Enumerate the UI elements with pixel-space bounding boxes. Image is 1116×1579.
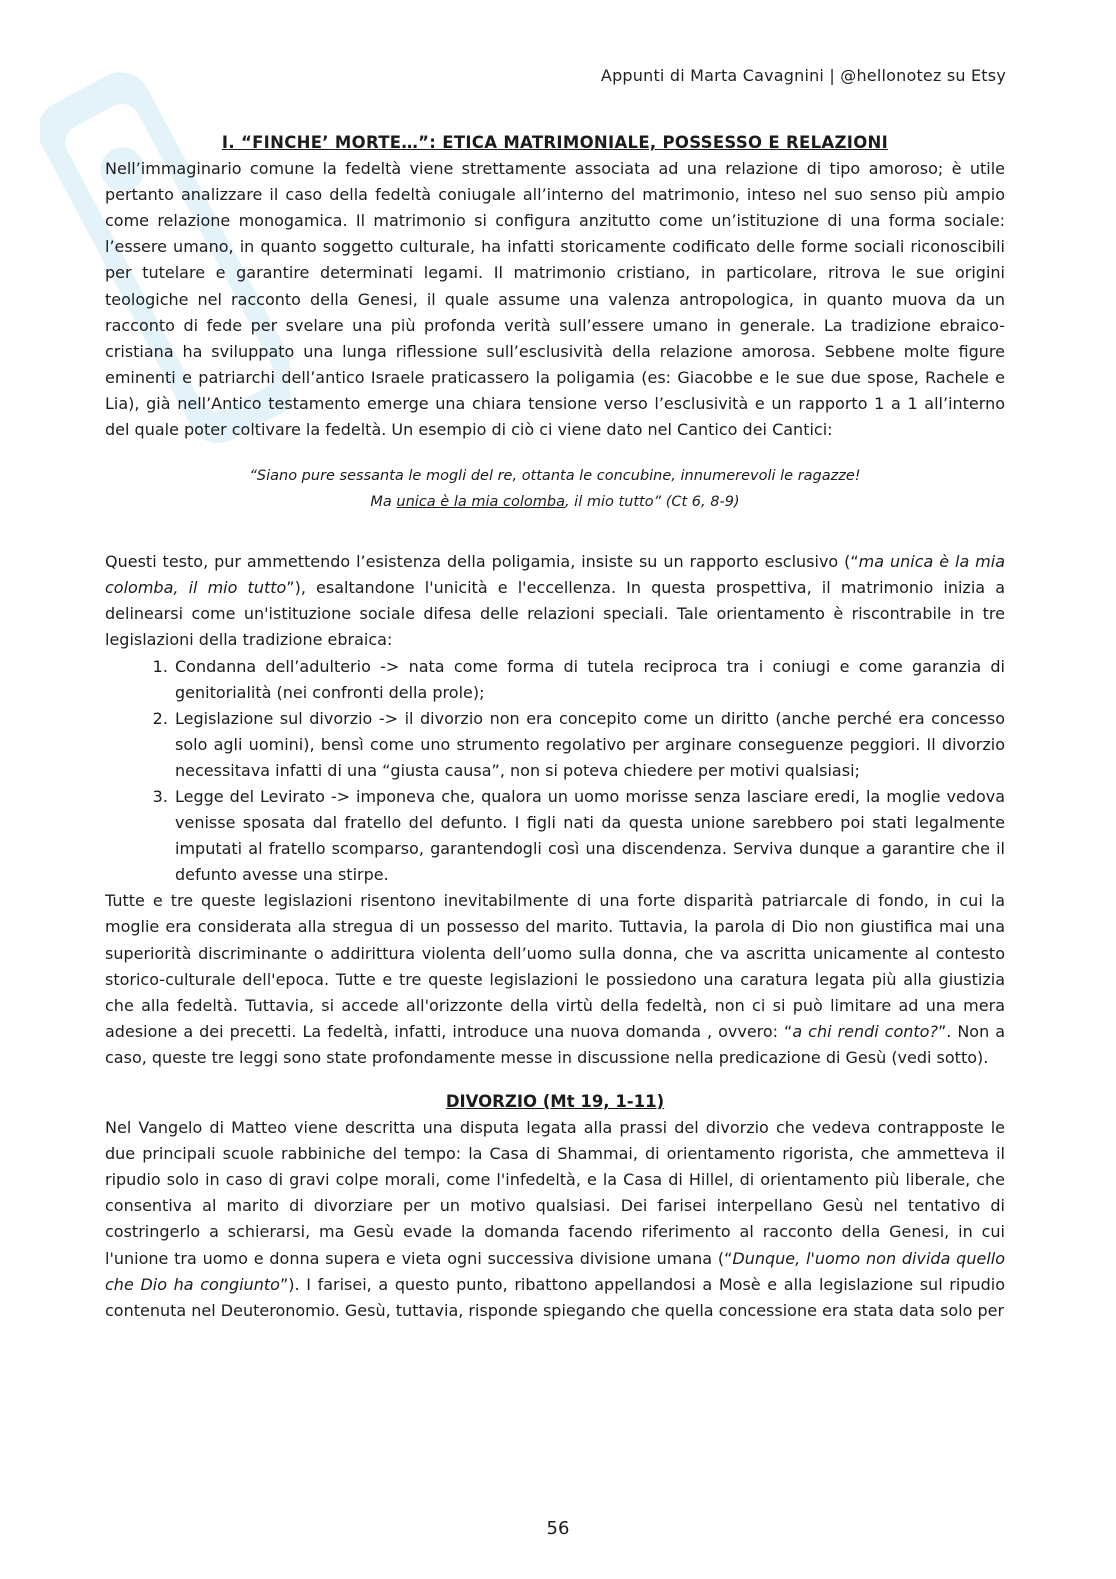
- emphasis: a chi rendi conto?: [792, 1021, 938, 1041]
- numbered-list: [105, 654, 1005, 889]
- section-title: I. “FINCHE’ MORTE…”: ETICA MATRIMONIALE, POSSESSO E RELAZIONI: [221, 133, 889, 152]
- paragraph: [105, 888, 1005, 1071]
- paragraph-text: ”), esaltandone l'unicità e l'eccellenza. In questa prospettiva, il matrimonio inizia a delinearsi come un'istituzione sociale difesa delle relazioni speciali. Tale orientamento è riscontrabile in tre legislazioni della tradizione ebraica:: [105, 578, 1006, 650]
- list-item: 1. Condanna dell’adulterio -> nata come forma di tutela reciproca tra i coniugi e come garanzia di genitorialità (nei confronti della prole);: [173, 654, 1005, 706]
- paragraph-text: ”. Non a caso, queste tre leggi sono state profondamente messe in discussione nella predicazione di Gesù (vedi sotto).: [105, 1021, 1006, 1067]
- paragraph-text: Tutte e tre queste legislazioni risentono inevitabilmente di una forte disparità patriarcale di fondo, in cui la moglie era considerata alla stregua di un possesso del marito. Tuttavia, la parola di Dio non giustifica mai una superiorità discriminante o addirittura violenta dell’uomo sulla donna, che va ascritta unicamente al contesto storico-culturale dell'epoca. Tutte e tre queste legislazioni le possiedono una caratura legata più alla giustizia che alla fedeltà. Tuttavia, si accede all'orizzonte della virtù della fedeltà, non ci si può limitare ad una mera adesione a dei precetti. La fedeltà, infatti, introduce una nuova domanda , ovvero: “: [105, 891, 1005, 1041]
- paragraph-text: Nel Vangelo di Matteo viene descritta una disputa legata alla prassi del divorzio che vedeva contrapposte le due principali scuole rabbiniche del tempo: la Casa di Shammai, di orientamento rigorista, che ammetteva il ripudio solo in caso di gravi colpe morali, come l'infedeltà, e la Casa di Hillel, di orientamento più liberale, che consentiva al marito di divorziare per un motivo qualsiasi. Dei farisei interpellano Gesù nel tentativo di costringerlo a schierarsi, ma Gesù evade la domanda facendo riferimento al racconto della Genesi, in cui l'unione tra uomo e donna supera e vieta ogni successiva divisione umana (“: [105, 1118, 1005, 1268]
- paragraph: Nell’immaginario comune la fedeltà viene strettamente associata ad una relazione di tipo amoroso; è utile pertanto analizzare il caso della fedeltà coniugale all’interno del matrimonio, inteso nel suo senso più ampio come relazione monogamica. Il matrimonio si configura anzitutto come un’istituzione di una forma sociale: l’essere umano, in quanto soggetto culturale, ha infatti storicamente codificato delle forme sociali riconoscibili per tutelare e garantire determinati legami. Il matrimonio cristiano, in particolare, ritrova le sue origini teologiche nel racconto della Genesi, il quale assume una valenza antropologica, in quanto muova da un racconto di fede per svelare una più profonda verità sull’essere umano in generale. La tradizione ebraico-cristiana ha sviluppato una lunga riflessione sull’esclusività della relazione amorosa. Sebbene molte figure eminenti e patriarchi dell’antico Israele praticassero la poligamia (es: Giacobbe e le sue due spose, Rachele e Lia), già nell’Antico testamento emerge una chiara tensione verso l’esclusività e un rapporto 1 a 1 all’interno del quale poter coltivare la fedeltà. Un esempio di ciò ci viene dato nel Cantico dei Cantici:: [105, 159, 1005, 440]
- paragraph: [105, 549, 1005, 653]
- page-header: Appunti di Marta Cavagnini | @hellonotez su Etsy: [600, 66, 1006, 85]
- document-body: [105, 130, 1005, 1324]
- quote-line: “Siano pure sessanta le mogli del re, ottanta le concubine, innumerevoli le ragazze!: [249, 468, 861, 485]
- list-item: 2. Legislazione sul divorzio -> il divorzio non era concepito come un diritto (anche perché era concesso solo agli uomini), bensì come uno strumento regolativo per arginare conseguenze peggiori. Il divorzio necessitava infatti di una “giusta causa”, non si poteva chiedere per motivi qualsiasi;: [173, 706, 1005, 784]
- paragraph: [105, 1115, 1005, 1324]
- paragraph-text: Questi testo, pur ammettendo l’esistenza della poligamia, insiste su un rapporto esclusivo (“: [105, 552, 859, 572]
- quote-underlined: unica è la mia colomba: [396, 494, 565, 511]
- quote-text: Ma: [370, 494, 397, 511]
- section-title: DIVORZIO (Mt 19, 1-11): [445, 1092, 665, 1111]
- list-item: 3. Legge del Levirato -> imponeva che, qualora un uomo morisse senza lasciare eredi, la moglie vedova venisse sposata dal fratello del defunto. I figli nati da questa unione sarebbero poi stati legalmente imputati al fratello scomparso, garantendogli così una discendenza. Serviva dunque a garantire che il defunto avesse una stirpe.: [173, 784, 1005, 888]
- block-quote: [105, 463, 1005, 515]
- quote-line: [105, 489, 1005, 515]
- page-number: 56: [546, 1518, 570, 1539]
- emphasis: Dunque, l'uomo non divida quello che Dio ha congiunto: [105, 1248, 1006, 1294]
- paragraph-text: ”). I farisei, a questo punto, ribattono appellandosi a Mosè e alla legislazione sul ripudio contenuta nel Deuteronomio. Gesù, tuttavia, risponde spiegando che quella concessione era stata data solo per: [105, 1274, 1006, 1320]
- emphasis: ma unica è la mia colomba, il mio tutto: [105, 552, 1006, 598]
- quote-text: , il mio tutto” (Ct 6, 8-9): [564, 494, 740, 511]
